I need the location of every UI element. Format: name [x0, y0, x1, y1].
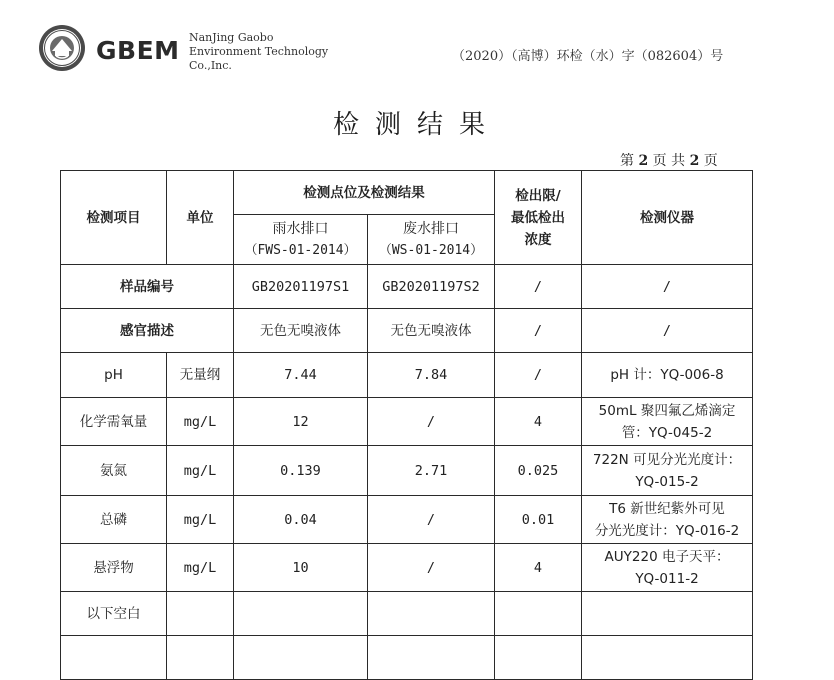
report-header: [0, 0, 834, 100]
header-detection-limit: 检出限/ 最低检出 浓度: [495, 171, 582, 265]
table-row: pH 无量纲 7.44 7.84 / pH 计：YQ-006-8: [61, 353, 753, 398]
results-table: [60, 170, 753, 680]
report-number: （2020）（高博）环检（水）字（082604）号: [452, 49, 724, 64]
blank-note: 以下空白: [61, 592, 167, 636]
company-line: Co.,Inc.: [189, 59, 232, 72]
total-pages: 2: [689, 153, 700, 169]
page-title: 检测结果: [332, 110, 501, 140]
row-label: 感官描述: [61, 309, 234, 353]
header-point-wastewater: 废水排口 （WS-01-2014）: [368, 215, 495, 265]
table-row: 悬浮物 mg/L 10 / 4 AUY220 电子天平： YQ-011-2: [61, 544, 753, 592]
header-points-group: 检测点位及检测结果: [234, 171, 495, 215]
table-row: 感官描述 无色无嗅液体 无色无嗅液体 / /: [61, 309, 753, 353]
company-line: Environment Technology: [189, 45, 329, 58]
row-label: 样品编号: [61, 265, 234, 309]
company-seal-logo: [38, 24, 86, 72]
header-item: 检测项目: [61, 171, 167, 265]
header-instrument: 检测仪器: [582, 171, 753, 265]
table-row: 样品编号 GB20201197S1 GB20201197S2 / /: [61, 265, 753, 309]
table-row-empty: [61, 636, 753, 680]
table-row: 总磷 mg/L 0.04 / 0.01 T6 新世纪紫外可见 分光光度计：YQ-016-2: [61, 496, 753, 544]
company-name: [189, 31, 339, 73]
table-row: 氨氮 mg/L 0.139 2.71 0.025 722N 可见分光光度计： YQ-015-2: [61, 446, 753, 496]
current-page: 2: [638, 153, 649, 169]
header-unit: 单位: [167, 171, 234, 265]
company-line: NanJing Gaobo: [189, 31, 274, 44]
page-indicator: 第 2 页 共 2 页: [620, 153, 718, 169]
header-point-rainwater: 雨水排口 （FWS-01-2014）: [234, 215, 368, 265]
table-row: [61, 592, 753, 636]
table-row: 化学需氧量 mg/L 12 / 4 50mL 聚四氟乙烯滴定 管：YQ-045-2: [61, 398, 753, 446]
brand-name: GBEM: [96, 36, 180, 65]
